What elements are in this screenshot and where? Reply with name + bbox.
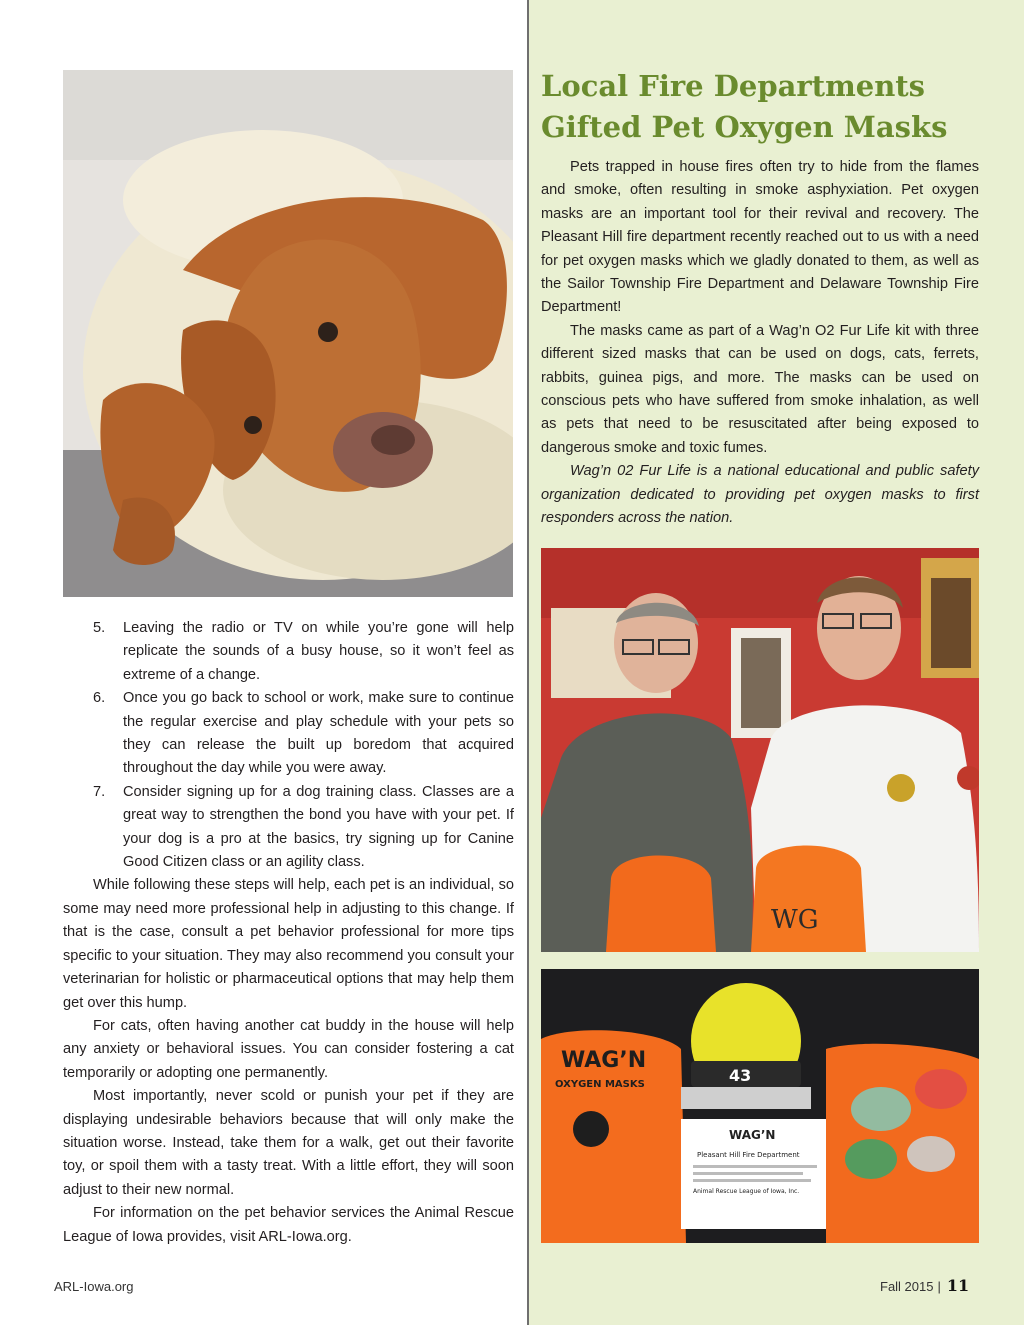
footer-issue-info <box>880 1276 969 1295</box>
certificate-title: Pleasant Hill Fire Department <box>697 1151 800 1159</box>
bag-subtitle-text: OXYGEN MASKS <box>555 1079 645 1090</box>
dog-photo <box>63 70 513 597</box>
italic-note: Wag’n 02 Fur Life is a national educational and public safety organization dedicated to providing pet oxygen masks to first responders across the nation. <box>541 463 979 527</box>
bag-brand-text: WAG’N <box>561 1048 647 1073</box>
certificate-brand: WAG’N <box>729 1128 776 1142</box>
body-paragraph: For cats, often having another cat buddy in the house will help any anxiety or behavioral issues. You can consider fostering a cat temporarily or adopting one permanently. <box>63 1017 514 1081</box>
column-divider <box>527 0 529 1325</box>
body-paragraph: Most importantly, never scold or punish your pet if they are displaying undesirable behaviors because that will only make the situation worse. Instead, take them for a walk, get out their favorite toy, or spoil them with a tasty treat. With a little effort, they will soon adjust to their new normal. <box>63 1088 514 1198</box>
certificate-org: Animal Rescue League of Iowa, Inc. <box>693 1188 800 1195</box>
masks-kit-photo <box>541 969 979 1243</box>
list-item: 7. Consider signing up for a dog training class. Classes are a great way to strengthen the bond you have with your pet. If your dog is a pro at the basics, try signing up for Canine Good Citizen class or an agility class. <box>93 783 514 871</box>
page-number: 11 <box>946 1276 970 1295</box>
bag-logo-text: WG <box>771 905 819 935</box>
body-paragraph: Pets trapped in house fires often try to hide from the flames and smoke, often resulting in smoke asphyxiation. Pet oxygen masks are an important tool for their revival and recovery. The Pleasant Hill fire department recently reached out to us with a need for pet oxygen masks which we gladly donated to them, as well as the Sailor Township Fire Department and Delaware Township Fire Department! <box>541 159 979 316</box>
article-headline: Local Fire Departments Gifted Pet Oxygen Masks <box>541 69 948 144</box>
helmet-number: 43 <box>729 1066 752 1085</box>
footer-issue: Fall 2015 <box>880 1279 934 1294</box>
left-column-text <box>63 617 514 1249</box>
footer-separator: | <box>937 1279 941 1294</box>
body-paragraph: While following these steps will help, each pet is an individual, so some may need more professional help in adjusting to this change. If that is the case, consult a pet behavior professional for more tips specific to your situation. They may also recommend you consult your veterinarian for holistic or pharmaceutical options that may help them get over this hump. <box>63 877 514 1011</box>
list-item: 6. Once you go back to school or work, make sure to continue the regular exercise and play schedule with your pets so they can release the built up boredom that acquired throughout the day while you were away. <box>93 690 514 777</box>
firefighters-photo <box>541 548 979 952</box>
article-body <box>541 156 979 531</box>
body-paragraph: For information on the pet behavior services the Animal Rescue League of Iowa provides, visit ARL-Iowa.org. <box>63 1205 514 1245</box>
footer-website: ARL-Iowa.org <box>54 1279 134 1294</box>
body-paragraph: The masks came as part of a Wag’n O2 Fur Life kit with three different sized masks that can be used on dogs, cats, ferrets, rabbits, guinea pigs, and more. The masks can be used on conscious pets who have suffered from smoke inhalation, as well as pets that need to be resuscitated after being exposed to dangerous smoke and toxic fumes. <box>541 322 979 456</box>
list-item: 5. Leaving the radio or TV on while you’re gone will help replicate the sounds of a busy house, so it won’t feel as extreme of a change. <box>93 620 514 683</box>
